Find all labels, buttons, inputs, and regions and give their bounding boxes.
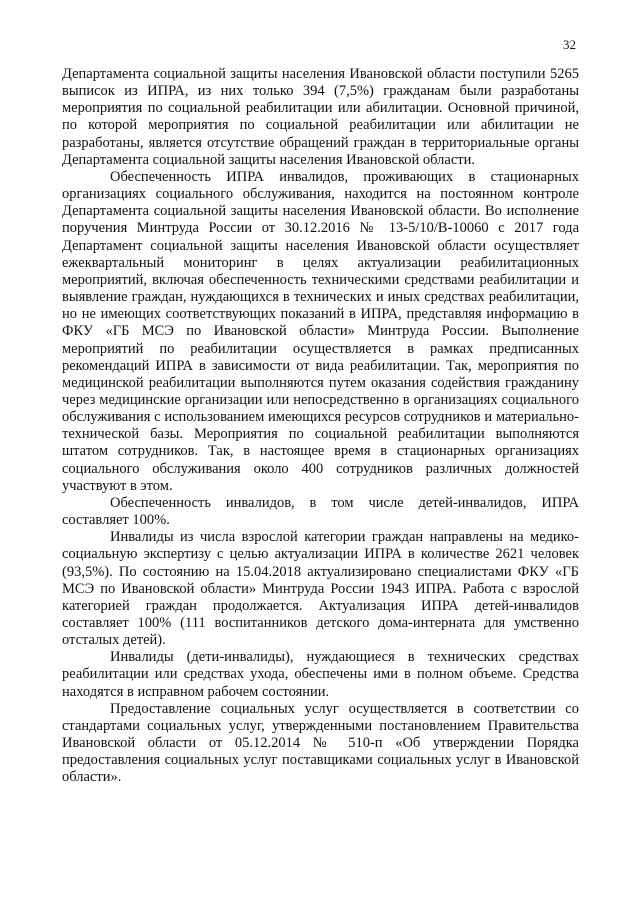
page-number: 32 xyxy=(563,37,576,52)
paragraph-ipra-monitoring: Обеспеченность ИПРА инвалидов, проживающих в стационарных организациях социального обслуживания, находится на постоянном контроле Департамента социальной защиты населения Ивановской области. Во исполнение поручения Минтруда России от 30.12.2016 № 13-5/10/В-10060 с 2017 года Департамент социальной защиты населения Ивановской области осуществляет ежеквартальный мониторинг в целях актуализации реабилитационных мероприятий, включая обеспеченность техническими средствами реабилитации и выявление граждан, нуждающихся в технических и иных средствах реабилитации, но не имеющих соответствующих показаний в ИПРА, представляя информацию в ФКУ «ГБ МСЭ по Ивановской области» Минтруда России. Выполнение мероприятий по реабилитации осуществляется в рамках предписанных рекомендаций ИПРА в зависимости от вида реабилитации. Так, мероприятия по медицинской реабилитации выполняются путем оказания содействия гражданину через медицинские организации или непосредственно в организациях социального обслуживания с использованием имеющихся ресурсов сотрудников и материально-технической базы. Мероприятия по социальной реабилитации выполняются штатом сотрудников. Так, в настоящее время в стационарных организациях социального обслуживания около 400 сотрудников различных должностей участвуют в этом. xyxy=(62,168,579,494)
paragraph-social-services: Предоставление социальных услуг осуществляется в соответствии со стандартами социальных услуг, утвержденными постановлением Правительства Ивановской области от 05.12.2014 № 510-п «Об утверждении Порядка предоставления социальных услуг поставщиками социальных услуг в Ивановской области». xyxy=(62,700,579,786)
paragraph-ipra-coverage: Обеспеченность инвалидов, в том числе детей-инвалидов, ИПРА составляет 100%. xyxy=(62,494,579,529)
paragraph-continuation: Департамента социальной защиты населения Ивановской области поступили 5265 выписок из ИПРА, из них только 394 (7,5%) гражданам были разработаны мероприятия по социальной реабилитации или абилитации. Основной причиной, по которой мероприятия по социальной реабилитации или абилитации не разработаны, является отсутствие обращений граждан в территориальные органы Департамента социальной защиты населения Ивановской области. xyxy=(62,66,579,168)
document-body xyxy=(62,66,579,787)
paragraph-technical-means: Инвалиды (дети-инвалиды), нуждающиеся в технических средствах реабилитации или средствах ухода, обеспечены ими в полном объеме. Средства находятся в исправном рабочем состоянии. xyxy=(62,649,579,700)
paragraph-adult-category: Инвалиды из числа взрослой категории граждан направлены на медико-социальную экспертизу с целью актуализации ИПРА в количестве 2621 человек (93,5%). По состоянию на 15.04.2018 актуализировано специалистами ФКУ «ГБ МСЭ по Ивановской области» Минтруда России 1943 ИПРА. Работа с взрослой категорией граждан продолжается. Актуализация ИПРА детей-инвалидов составляет 100% (111 воспитанников детского дома-интерната для умственно отсталых детей). xyxy=(62,529,579,649)
